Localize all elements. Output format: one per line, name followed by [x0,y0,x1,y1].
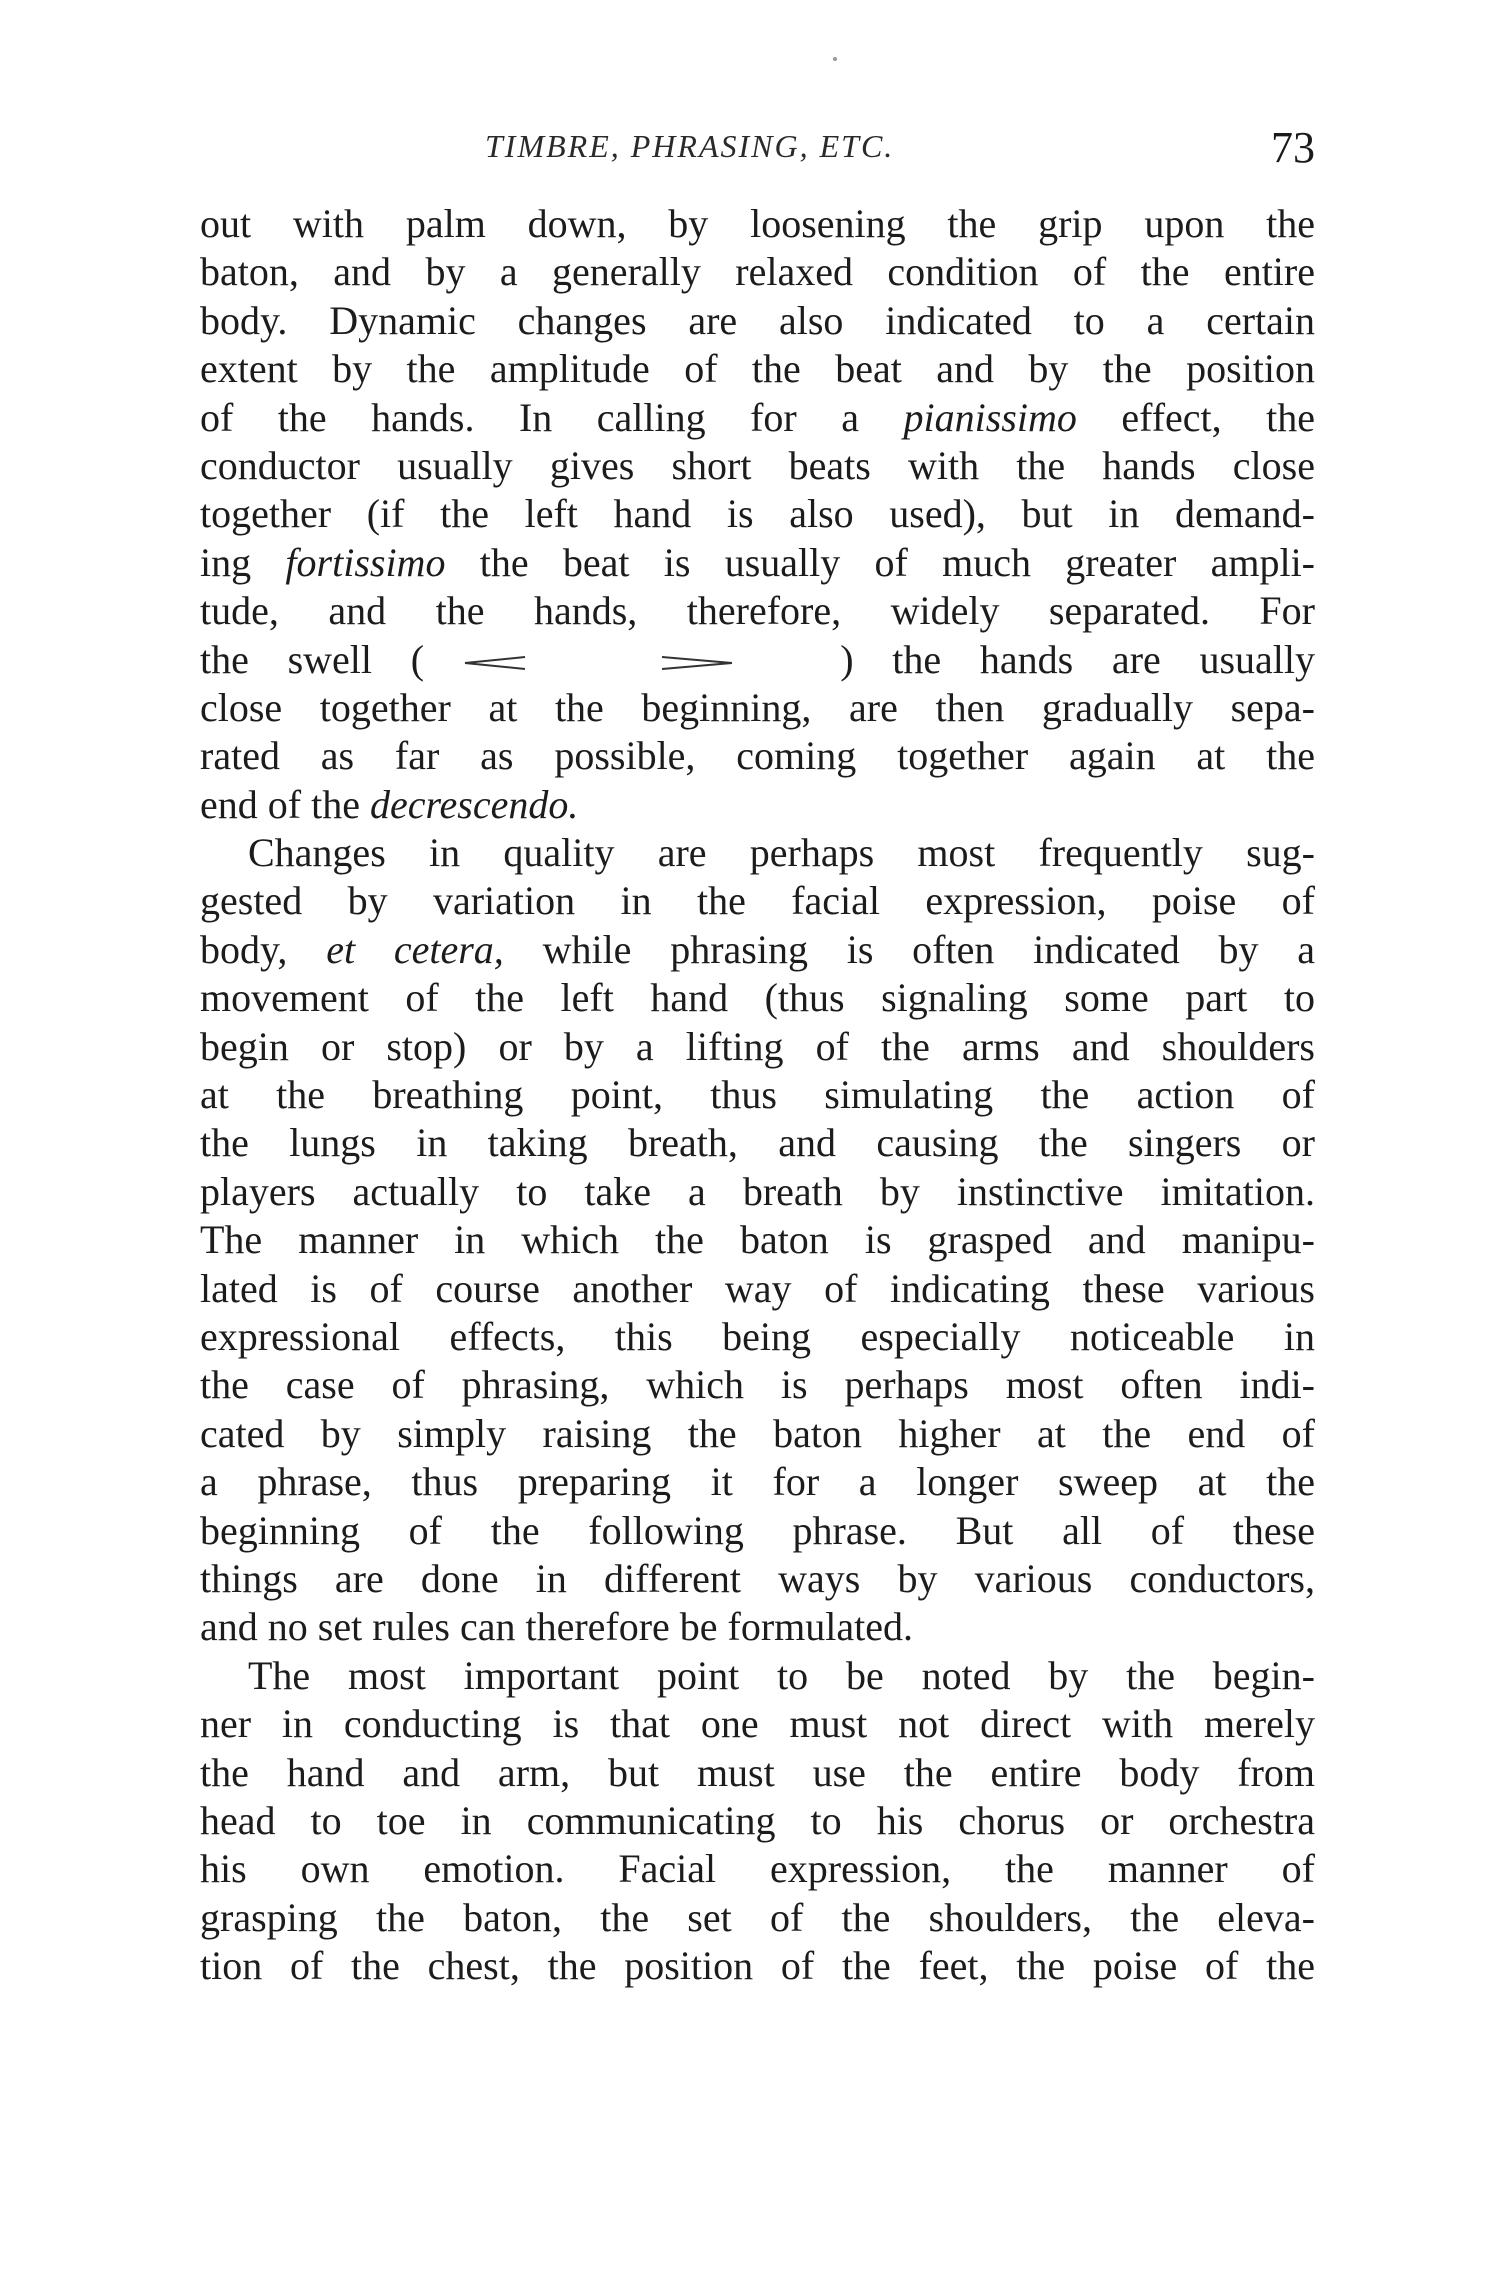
text-line: gested by variation in the facial expression, poise of [200,878,1315,924]
page-number: 73 [1271,123,1315,172]
text-line: grasping the baton, the set of the shoulders, the eleva- [200,1894,1315,1940]
text-line: at the breathing point, thus simulating the action of [200,1072,1315,1118]
text-line: baton, and by a generally relaxed condition of the entire [200,249,1315,295]
text-line: together (if the left hand is also used), but in demand- [200,491,1315,537]
text-run: effect, the [1121,394,1316,440]
text-run: while phrasing is often indicated by a [542,926,1316,972]
text-line: cated by simply raising the baton higher at the end of [200,1410,1315,1456]
text-line: the lungs in taking breath, and causing the singers or [200,1120,1315,1166]
text-line: tion of the chest, the position of the feet, the poise of the [200,1943,1315,1989]
text-line: a phrase, thus preparing it for a longer sweep at the [200,1459,1315,1505]
text-line: conductor usually gives short beats with the hands close [200,442,1315,488]
text-run: end of the [200,781,360,827]
italic-term: fortissimo [285,539,446,585]
text-line: things are done in different ways by various conductors, [200,1555,1315,1601]
text-line: beginning of the following phrase. But all of these [200,1507,1315,1553]
text-line: head to toe in communicating to his chorus or orchestra [200,1797,1315,1843]
text-line [200,539,1315,587]
text-line: lated is of course another way of indicating these various [200,1265,1315,1311]
text-run: of the hands. In calling for a [200,394,859,440]
body-text [200,200,1315,1990]
text-line: the hand and arm, but must use the entire body from [200,1749,1315,1795]
text-line [200,636,1315,684]
text-line: The manner in which the baton is grasped and manipu- [200,1217,1315,1263]
italic-term: pianissimo [903,394,1077,440]
text-run: the swell ( [200,636,425,682]
scan-speck [833,57,837,61]
running-title: TIMBRE, PHRASING, ETC. [485,128,895,164]
text-run: ing [200,539,252,585]
text-run: body, [200,926,288,972]
text-run: the beat is usually of much greater ampli- [479,539,1315,585]
page-header [200,122,1315,182]
text-line: his own emotion. Facial expression, the manner of [200,1846,1315,1892]
text-line: begin or stop) or by a lifting of the arms and shoulders [200,1023,1315,1069]
text-line: ner in conducting is that one must not direct with merely [200,1701,1315,1747]
text-line: the case of phrasing, which is perhaps most often indi- [200,1362,1315,1408]
text-line [200,394,1315,442]
text-line: tude, and the hands, therefore, widely separated. For [200,588,1315,634]
text-line: Changes in quality are perhaps most frequently sug- [248,830,1315,876]
text-run: ) the hands are usually [840,636,1316,682]
text-line: movement of the left hand (thus signaling some part to [200,975,1315,1021]
italic-term: et cetera, [326,926,504,972]
text-line: extent by the amplitude of the beat and by the position [200,346,1315,392]
text-line: expressional effects, this being especially noticeable in [200,1313,1315,1359]
text-line: close together at the beginning, are then gradually sepa- [200,684,1315,730]
crescendo-icon [463,653,613,673]
text-line [200,781,1315,829]
paragraph-3 [200,1652,1315,1991]
text-line: body. Dynamic changes are also indicated to a certain [200,297,1315,343]
paragraph-2 [200,829,1315,1652]
decrescendo-icon [652,653,802,673]
text-line: rated as far as possible, coming together again at the [200,733,1315,779]
text-line: players actually to take a breath by instinctive imitation. [200,1168,1315,1214]
text-line: and no set rules can therefore be formulated. [200,1604,914,1650]
italic-term: decrescendo. [369,781,579,827]
paragraph-1 [200,200,1315,829]
text-line: The most important point to be noted by the begin- [248,1652,1315,1698]
text-line: out with palm down, by loosening the grip upon the [200,201,1315,246]
text-line [200,926,1315,974]
